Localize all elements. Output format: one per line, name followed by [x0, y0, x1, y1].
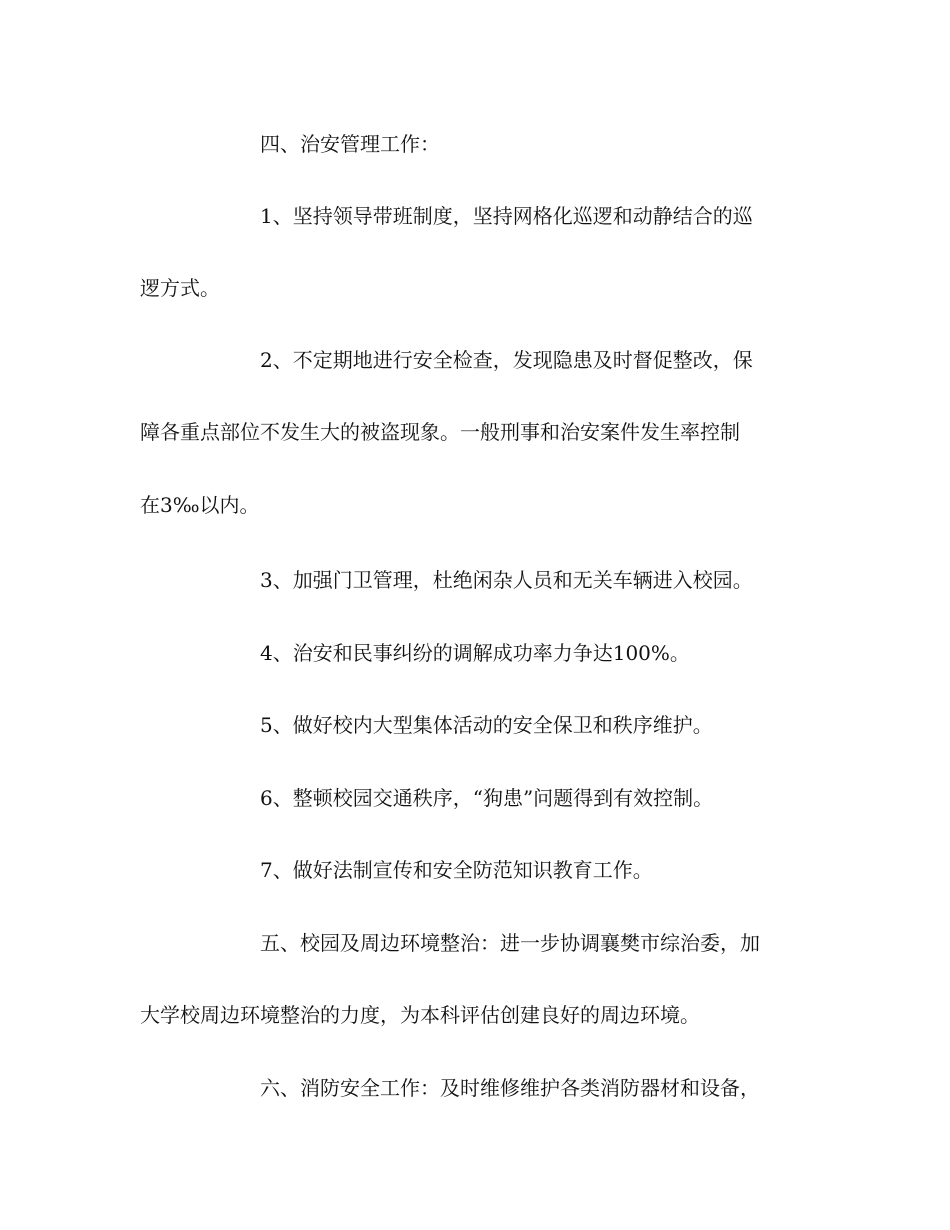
text-line: 四、治安管理工作：	[260, 132, 440, 156]
paragraph-line	[0, 563, 950, 597]
paragraph-line	[0, 781, 950, 815]
text-line: 障各重点部位不发生大的被盗现象。一般刑事和治安案件发生率控制	[140, 420, 740, 444]
text-line: 7、做好法制宣传和安全防范知识教育工作。	[260, 858, 653, 882]
text-line: 逻方式。	[140, 276, 220, 300]
text-line: 大学校周边环境整治的力度，为本科评估创建良好的周边环境。	[140, 1003, 700, 1027]
paragraph-line	[0, 199, 950, 233]
paragraph-line	[0, 271, 950, 305]
paragraph-line	[0, 415, 950, 449]
section-heading-fire-safety	[0, 1071, 950, 1105]
text-line: 3、加强门卫管理，杜绝闲杂人员和无关车辆进入校园。	[260, 568, 753, 592]
paragraph-line	[0, 998, 950, 1032]
text-line: 5、做好校内大型集体活动的安全保卫和秩序维护。	[260, 713, 713, 737]
text-line: 1、坚持领导带班制度，坚持网格化巡逻和动静结合的巡	[260, 204, 753, 228]
paragraph-line	[0, 708, 950, 742]
paragraph-line	[0, 853, 950, 887]
text-line: 4、治安和民事纠纷的调解成功率力争达100%。	[260, 641, 690, 665]
text-line: 在3‰以内。	[140, 493, 260, 517]
paragraph-line	[0, 343, 950, 377]
text-line: 2、不定期地进行安全检查，发现隐患及时督促整改，保	[260, 348, 753, 372]
section-heading-environment	[0, 926, 950, 960]
paragraph-line	[0, 488, 950, 522]
paragraph-line	[0, 636, 950, 670]
text-line: 五、校园及周边环境整治：进一步协调襄樊市综治委，加	[260, 931, 760, 955]
section-heading-security	[0, 127, 950, 161]
text-line: 六、消防安全工作：及时维修维护各类消防器材和设备，	[260, 1076, 760, 1100]
text-line: 6、整顿校园交通秩序，“狗患”问题得到有效控制。	[260, 786, 714, 810]
